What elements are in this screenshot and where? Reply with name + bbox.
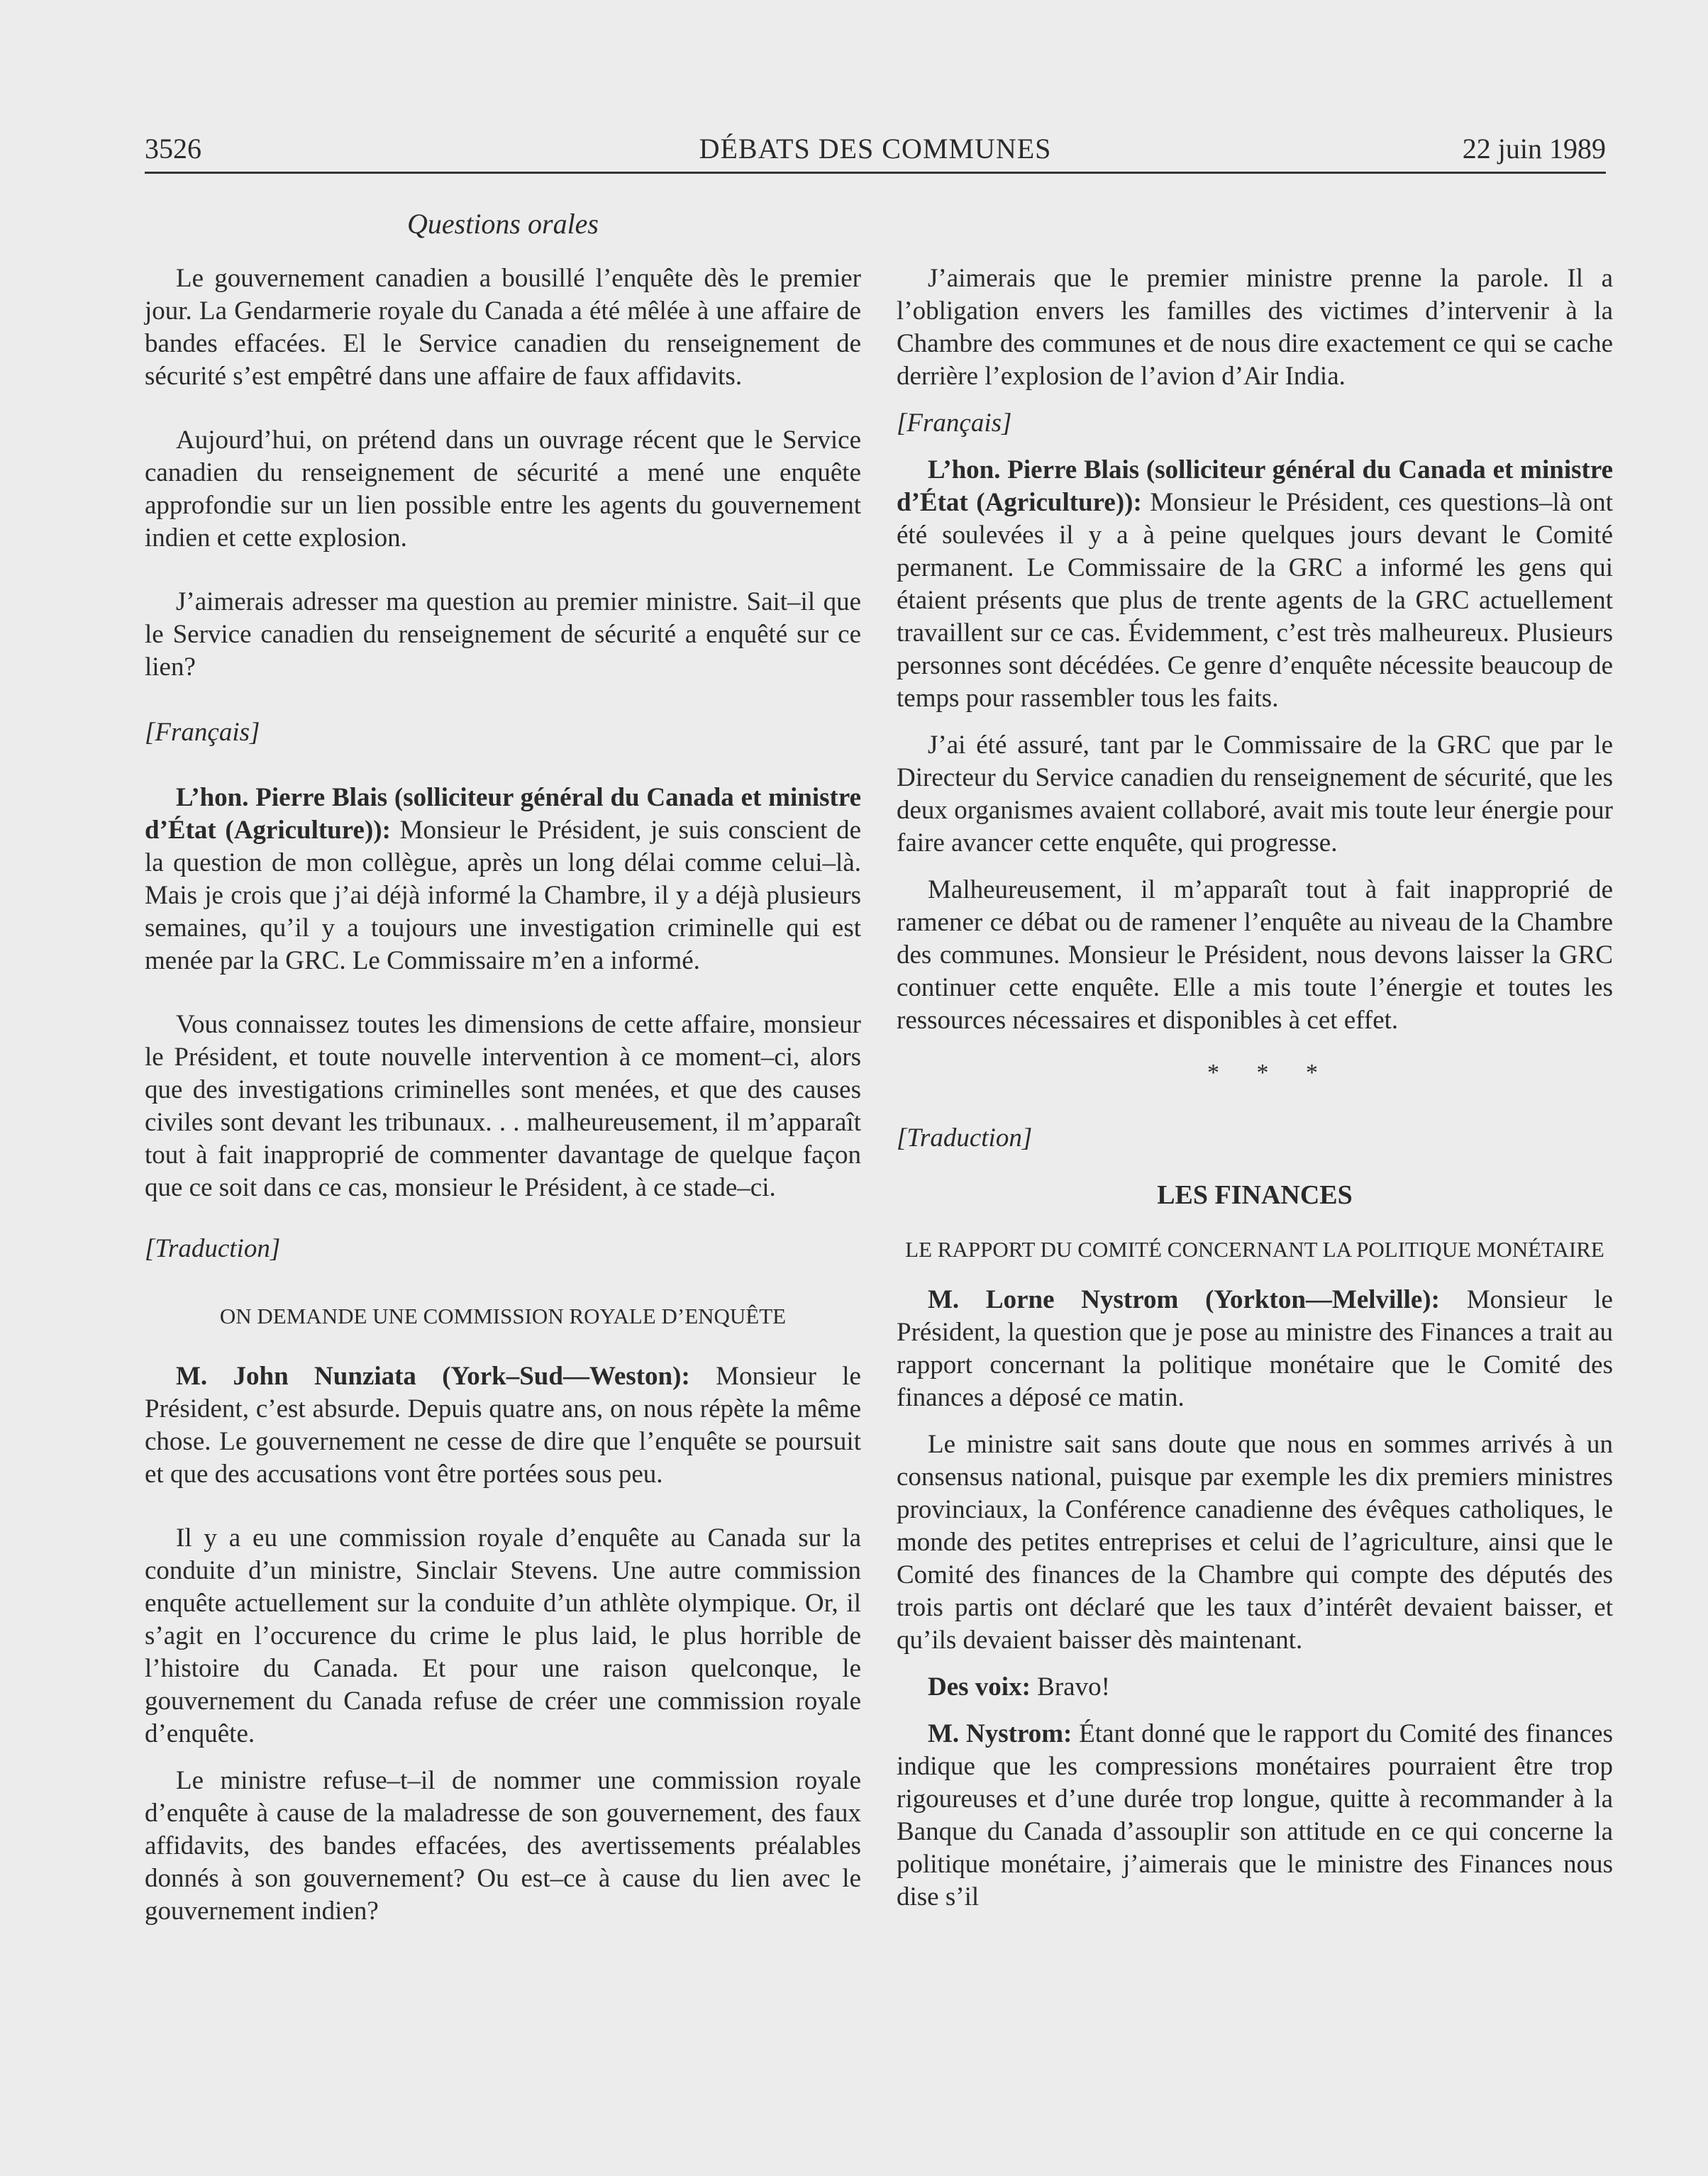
paragraph: J’aimerais que le premier ministre prenne la parole. Il a l’obligation envers les familles des victimes d’intervenir à la Chambre des communes et de nous dire exactement ce qui se cache derrière l’explosion de l’avion d’Air India.: [897, 264, 1613, 391]
page-header: [145, 132, 1606, 174]
paragraph: Le ministre refuse–t–il de nommer une commission royale d’enquête à cause de la maladresse de son gouvernement, des faux affidavits, des bandes effacées, des avertissements préalables donnés à son gouvernement? Ou est–ce à cause du lien avec le gouvernement indien?: [145, 1766, 861, 1926]
page-number: 3526: [145, 133, 201, 165]
speech-paragraph: Des voix: Bravo!: [928, 1672, 1110, 1702]
speaker-name: Des voix:: [928, 1672, 1031, 1702]
right-column: [897, 262, 1613, 1914]
speech-paragraph: M. Nystrom: Étant donné que le rapport du Comité des finances indique que les compressions monétaires pourraient être trop rigoureuses et d’une durée trop longue, quitte à recommander à la Banque du Canada d’assouplir son attitude en ce qui concerne la politique monétaire, j’aimerais que le ministre des Finances nous dise s’il: [897, 1719, 1613, 1911]
speech-paragraph: M. John Nunziata (York–Sud—Weston): Monsieur le Président, c’est absurde. Depuis quatre ans, on nous répète la même chose. Le gouvernement ne cesse de dire que l’enquête se poursuit et que des accusations vont être portées sous peu.: [145, 1362, 861, 1489]
paragraph: Le gouvernement canadien a bousillé l’enquête dès le premier jour. La Gendarmerie royale du Canada a été mêlée à une affaire de bandes effacées. El le Service canadien du renseignement de sécurité s’est empêtré dans une affaire de faux affidavits.: [145, 264, 861, 391]
paragraph: Vous connaissez toutes les dimensions de cette affaire, monsieur le Président, et toute nouvelle intervention à ce moment–ci, alors que des investigations criminelles sont menées, et que des causes civiles sont devant les tribunaux. . . malheureusement, il m’apparaît tout à fait inapproprié de commenter davantage de quelque façon que ce soit dans ce cas, monsieur le Président, à ce stade–ci.: [145, 1010, 861, 1202]
speaker-name: M. Nystrom:: [928, 1719, 1072, 1748]
subheading: LE RAPPORT DU COMITÉ CONCERNANT LA POLITIQUE MONÉTAIRE: [905, 1237, 1604, 1262]
paragraph: Le ministre sait sans doute que nous en sommes arrivés à un consensus national, puisque par exemple les dix premiers ministres provinciaux, la Conférence canadienne des évêques catholiques, le monde des petites entreprises et celui de l’agriculture, ainsi que le Comité des finances de la Chambre qui compte des députés des trois partis ont déclaré que les taux d’intérêt devaient baisser, et qu’ils devaient baisser dès maintenant.: [897, 1430, 1613, 1655]
speaker-name: M. Lorne Nystrom (Yorkton—Melville):: [928, 1285, 1440, 1314]
language-tag: [Français]: [897, 409, 1012, 438]
section-label: Questions orales: [407, 208, 599, 240]
paragraph: Aujourd’hui, on prétend dans un ouvrage récent que le Service canadien du renseignement de sécurité a mené une enquête approfondie sur un lien possible entre les agents du gouvernement indien et cette explosion.: [145, 426, 861, 553]
paragraph: J’aimerais adresser ma question au premier ministre. Sait–il que le Service canadien du renseignement de sécurité a enquêté sur ce lien?: [145, 587, 861, 682]
section-heading: LES FINANCES: [1157, 1180, 1353, 1210]
speaker-name: L’hon. Pierre Blais (solliciteur général du Canada et ministre d’État (Agriculture)):: [145, 783, 861, 845]
paragraph: Malheureusement, il m’apparaît tout à fait inapproprié de ramener ce débat ou de ramener l’enquête au niveau de la Chambre des communes. Monsieur le Président, nous devons laisser la GRC continuer cette enquête. Elle a mis toute l’énergie et toutes les ressources nécessaires et disponibles à cet effet.: [897, 875, 1613, 1035]
speech-paragraph: L’hon. Pierre Blais (solliciteur général du Canada et ministre d’État (Agriculture)): Monsieur le Président, ces questions–là ont été soulevées il y a à peine quelques jours devant le Comité permanent. Le Commissaire de la GRC a informé les gens qui étaient présents que plus de trente agents de la GRC actuellement travaillent sur ce cas. Évidemment, c’est très malheureux. Plusieurs personnes sont décédées. Ce genre d’enquête nécessite beaucoup de temps pour rassembler tous les faits.: [897, 455, 1613, 713]
subheading: ON DEMANDE UNE COMMISSION ROYALE D’ENQUÊTE: [219, 1304, 787, 1328]
speaker-name: L’hon. Pierre Blais (solliciteur général du Canada et ministre d’État (Agriculture)):: [897, 455, 1613, 517]
speech-paragraph: L’hon. Pierre Blais (solliciteur général du Canada et ministre d’État (Agriculture)): Monsieur le Président, je suis conscient de la question de mon collègue, après un long délai comme celui–là. Mais je crois que j’ai déjà informé la Chambre, il y a déjà plusieurs semaines, qu’il y a toujours une investigation criminelle qui est menée par la GRC. Le Commissaire m’en a informé.: [145, 783, 861, 975]
running-title: DÉBATS DES COMMUNES: [699, 133, 1052, 165]
paragraph: Il y a eu une commission royale d’enquête au Canada sur la conduite d’un ministre, Sinclair Stevens. Une autre commission enquête actuellement sur la conduite d’un athlète olympique. Or, il s’agit en l’occurence du crime le plus laid, le plus horrible de l’histoire du Canada. Et pour une raison quelconque, le gouvernement du Canada refuse de créer une commission royale d’enquête.: [145, 1523, 861, 1748]
speaker-name: M. John Nunziata (York–Sud—Weston):: [176, 1362, 690, 1391]
header-date: 22 juin 1989: [1462, 133, 1606, 165]
speech-paragraph: M. Lorne Nystrom (Yorkton—Melville): Monsieur le Président, la question que je pose au ministre des Finances a trait au rapport concernant la politique monétaire que le Comité des finances a déposé ce matin.: [897, 1285, 1613, 1412]
section-separator: * * *: [1207, 1060, 1333, 1086]
language-tag: [Traduction]: [145, 1234, 281, 1263]
left-column: [145, 262, 861, 1928]
paragraph: J’ai été assuré, tant par le Commissaire de la GRC que par le Directeur du Service canadien du renseignement de sécurité, que les deux organismes avaient collaboré, avait mis toute leur énergie pour faire avancer cette enquête, qui progresse.: [897, 731, 1613, 857]
language-tag: [Traduction]: [897, 1123, 1033, 1153]
language-tag: [Français]: [145, 718, 260, 747]
